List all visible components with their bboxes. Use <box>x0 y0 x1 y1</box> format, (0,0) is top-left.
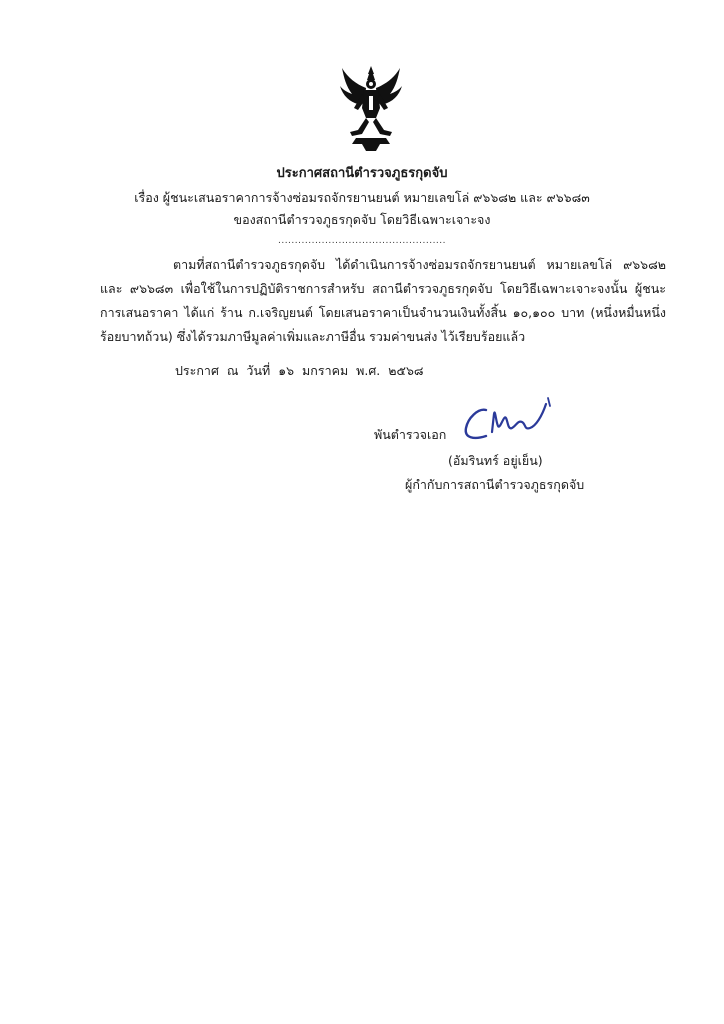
body-paragraph: ตามที่สถานีตำรวจภูธรกุดจับ ได้ดำเนินการจ้างซ่อมรถจักรยานยนต์ หมายเลขโล่ ๙๖๖๘๒ และ ๙๖๖๘๓ เพื่อใช้ในการปฏิบัติราชการสำหรับ สถานีตำรวจภูธรกุดจับ โดยวิธีเฉพาะเจาะจงนั้น ผู้ชนะการเสนอราคา ได้แก่ ร้าน ก.เจริญยนต์ โดยเสนอราคาเป็นจำนวนเงินทั้งสิ้น ๑๐,๑๐๐ บาท (หนึ่งหมื่นหนึ่งร้อยบาทถ้วน) ซึ่งได้รวมภาษีมูลค่าเพิ่มและภาษีอื่น รวมค่าขนส่ง ไว้เรียบร้อยแล้ว <box>100 257 666 344</box>
handwritten-signature <box>452 392 564 448</box>
garuda-emblem-icon <box>338 64 404 152</box>
separator-dots: .................................................. <box>277 236 447 246</box>
subject-line-continued: ของสถานีตำรวจภูธรกุดจับ โดยวิธีเฉพาะเจาะจง <box>233 212 491 227</box>
signer-name: (อัมรินทร์ อยู่เย็น) <box>448 453 543 468</box>
signer-position: ผู้กำกับการสถานีตำรวจภูธรกุดจับ <box>405 477 585 492</box>
subject-line: เรื่อง ผู้ชนะเสนอราคาการจ้างซ่อมรถจักรยานยนต์ หมายเลขโล่ ๙๖๖๘๒ และ ๙๖๖๘๓ <box>134 190 590 205</box>
announcement-date: ประกาศ ณ วันที่ ๑๖ มกราคม พ.ศ. ๒๕๖๘ <box>175 363 424 378</box>
signer-rank: พันตำรวจเอก <box>374 427 447 442</box>
page-title: ประกาศสถานีตำรวจภูธรกุดจับ <box>276 166 448 181</box>
